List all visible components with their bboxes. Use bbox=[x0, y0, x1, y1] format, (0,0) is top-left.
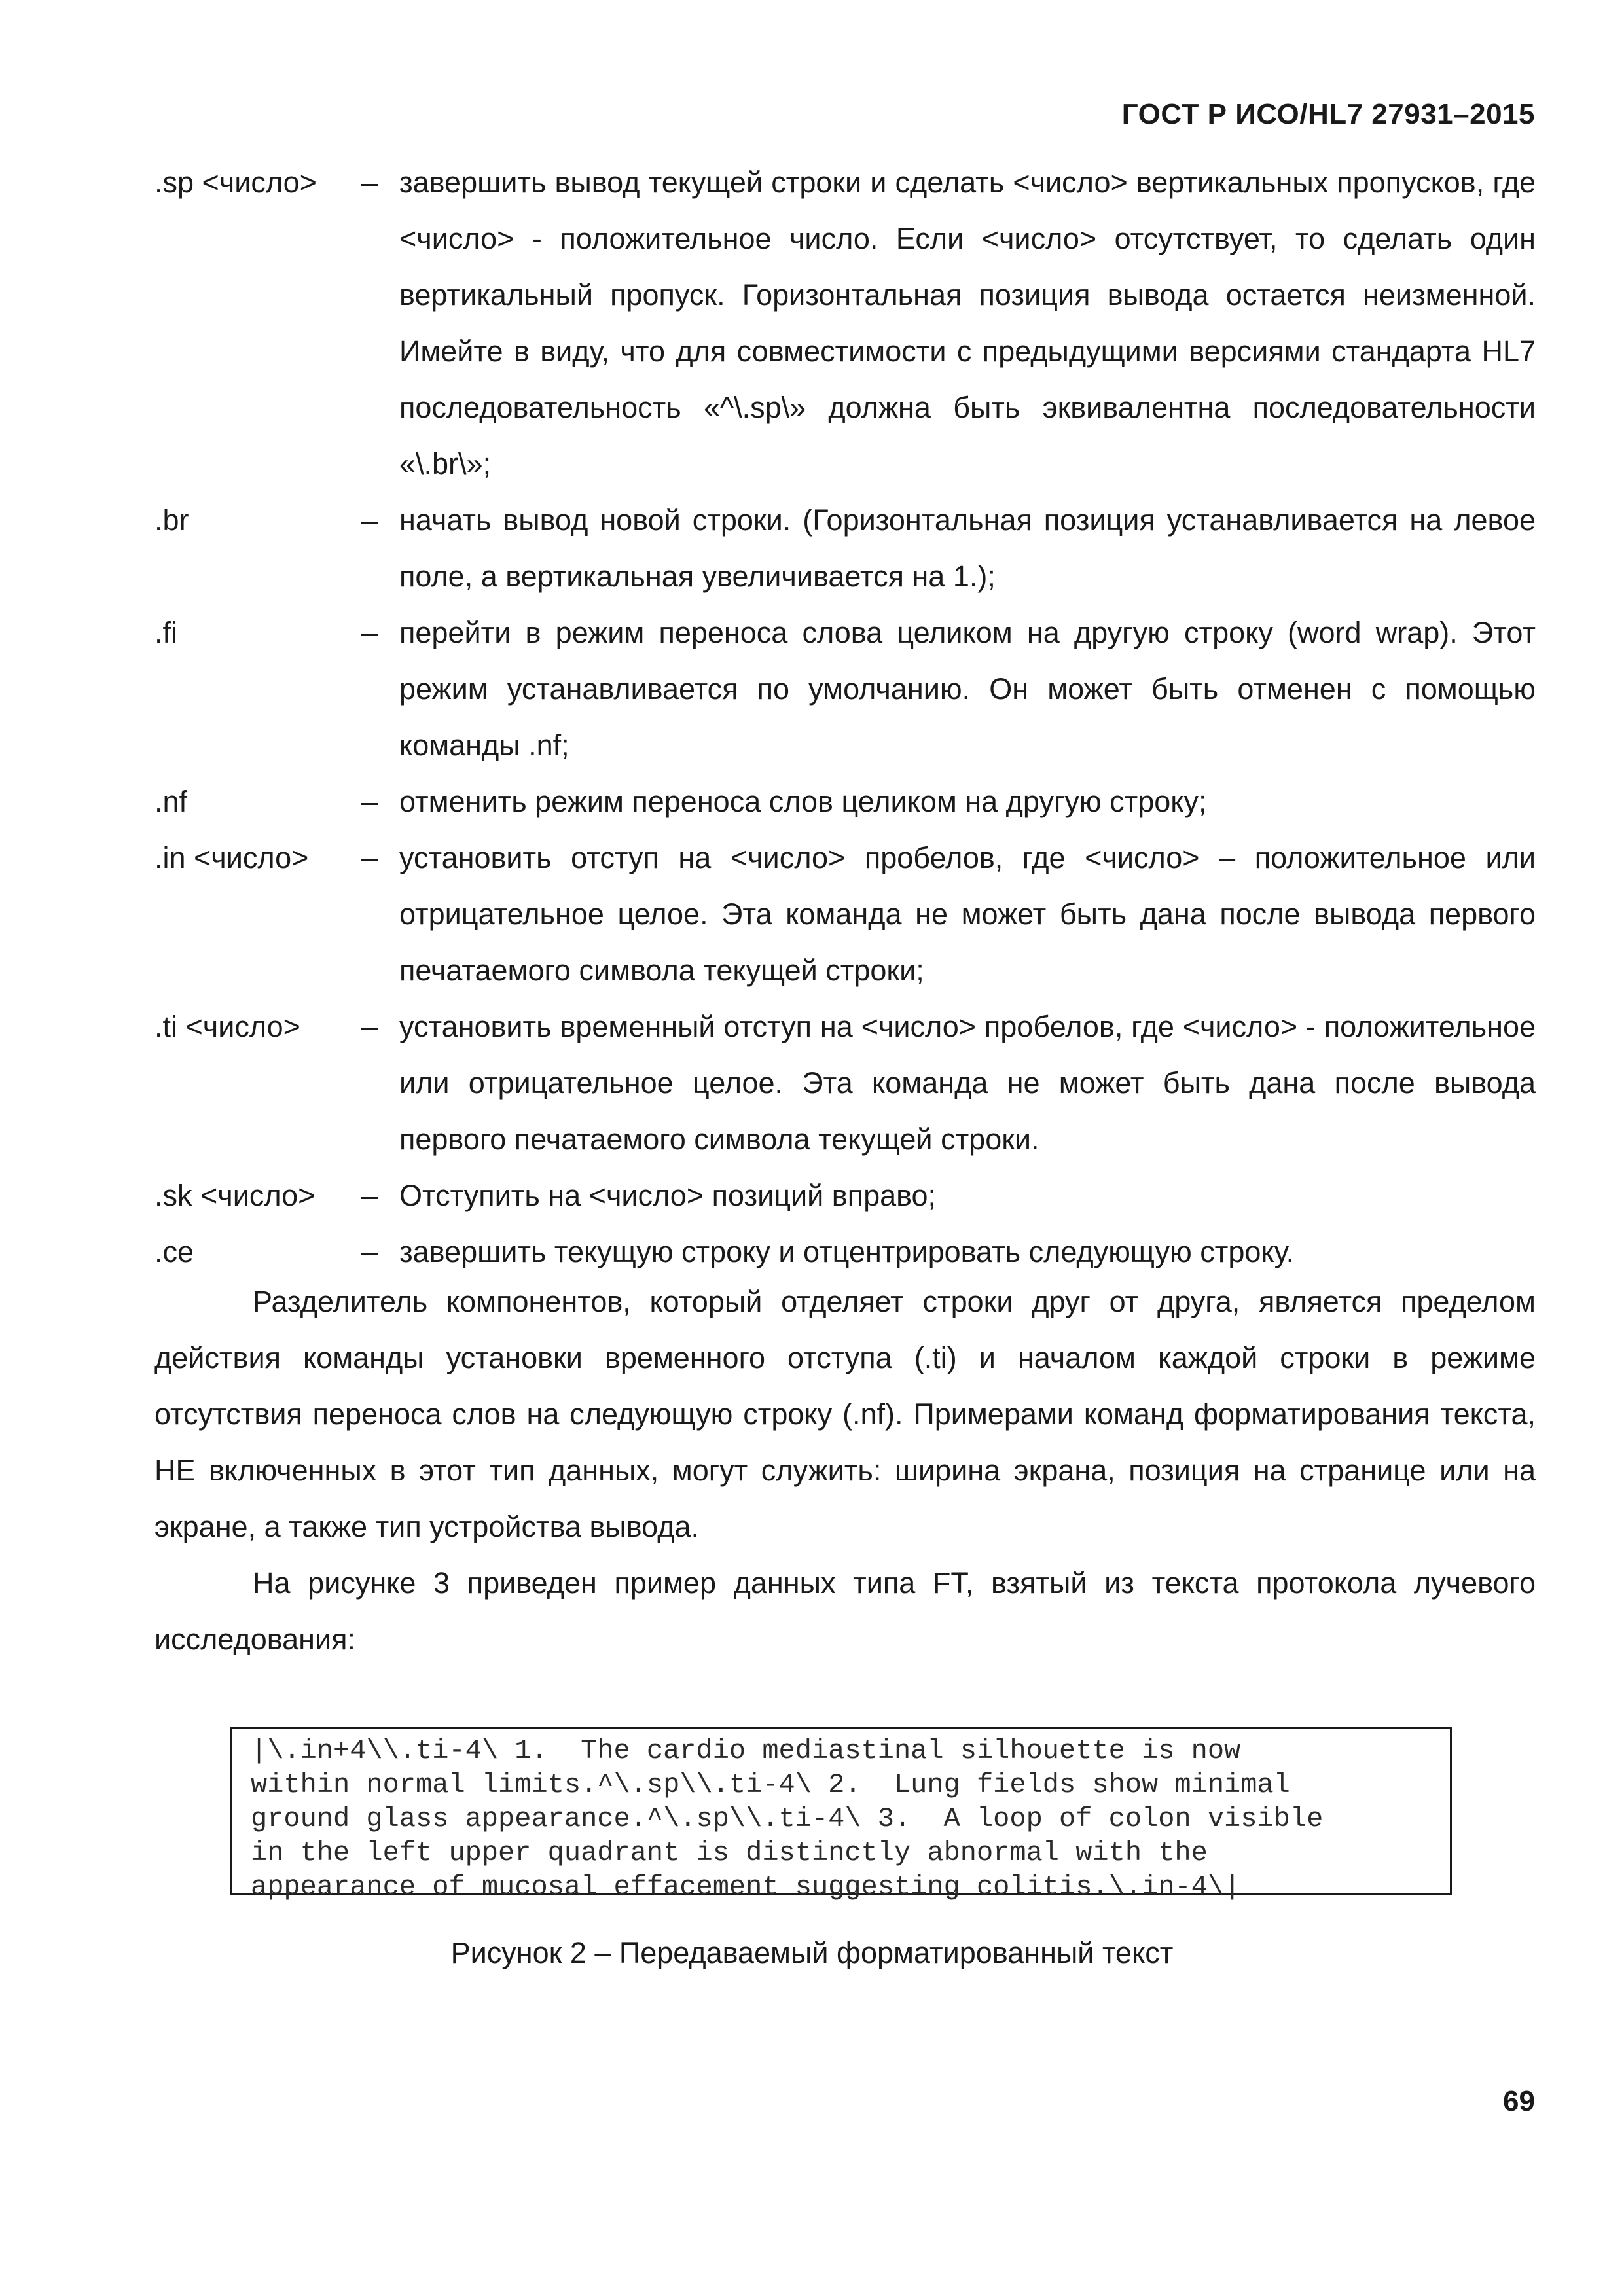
definition-ti bbox=[154, 999, 1536, 1168]
definition-text: начать вывод новой строки. (Горизонтальная позиция устанавливается на левое поле, а вертикальная увеличивается на 1.); bbox=[399, 503, 1536, 593]
figure-caption: Рисунок 2 – Передаваемый форматированный текст bbox=[450, 1936, 1174, 1969]
code-line: appearance of mucosal effacement suggesting colitis.\.in-4\| bbox=[251, 1871, 1241, 1903]
code-line: ground glass appearance.^\.sp\\.ti-4\ 3. A loop of colon visible bbox=[251, 1803, 1324, 1835]
definition-in bbox=[154, 830, 1536, 999]
definition-dash: – bbox=[361, 1179, 378, 1212]
definition-term: .fi bbox=[154, 616, 178, 649]
paragraph: На рисунке 3 приведен пример данных типа FT, взятый из текста протокола лучевого исследования: bbox=[154, 1566, 1536, 1656]
definition-term: .ce bbox=[154, 1235, 194, 1268]
definition-term: .br bbox=[154, 503, 189, 537]
code-example-box bbox=[230, 1727, 1452, 1903]
definition-dash: – bbox=[361, 841, 378, 874]
definition-text: завершить вывод текущей строки и сделать <число> вертикальных пропусков, где <число> - положительное число. Если <число> отсутствует, то сделать один вертикальный пропуск. Горизонтальная позиция вывода остается неизменной. Имейте в виду, что для совместимости с предыдущими версиями стандарта HL7 последовательность «^\.sp\» должна быть эквивалентна последовательности «\.br\»; bbox=[399, 166, 1536, 480]
definition-fi bbox=[154, 605, 1536, 774]
definition-br bbox=[154, 492, 1536, 605]
definition-term: .ti <число> bbox=[154, 1010, 300, 1043]
definition-ce bbox=[154, 1224, 1536, 1280]
definition-dash: – bbox=[361, 503, 378, 537]
definition-text: установить отступ на <число> пробелов, где <число> – положительное или отрицательное целое. Эта команда не может быть дана после вывода первого печатаемого символа текущей строки; bbox=[399, 841, 1536, 987]
code-line: in the left upper quadrant is distinctly abnormal with the bbox=[251, 1837, 1208, 1869]
body-text bbox=[154, 1274, 1536, 1668]
definition-term: .sp <число> bbox=[154, 166, 317, 199]
document-header: ГОСТ Р ИСО/HL7 27931–2015 bbox=[1121, 98, 1535, 130]
definition-text: отменить режим переноса слов целиком на другую строку; bbox=[399, 785, 1207, 818]
code-line: |\.in+4\\.ti-4\ 1. The cardio mediastinal silhouette is now bbox=[251, 1735, 1241, 1767]
definition-text: установить временный отступ на <число> пробелов, где <число> - положительное или отрицательное целое. Эта команда не может быть дана после вывода первого печатаемого символа текущей строки. bbox=[399, 1010, 1536, 1156]
definition-term: .in <число> bbox=[154, 841, 309, 874]
definition-text: Отступить на <число> позиций вправо; bbox=[399, 1179, 937, 1212]
definition-sk bbox=[154, 1168, 1536, 1224]
definition-term: .sk <число> bbox=[154, 1179, 316, 1212]
definition-dash: – bbox=[361, 1235, 378, 1268]
definition-dash: – bbox=[361, 616, 378, 649]
code-line: within normal limits.^\.sp\\.ti-4\ 2. Lung fields show minimal bbox=[251, 1769, 1290, 1801]
page-number: 69 bbox=[1503, 2085, 1535, 2117]
definition-dash: – bbox=[361, 166, 378, 199]
definition-dash: – bbox=[361, 785, 378, 818]
definition-sp bbox=[154, 154, 1536, 492]
definition-dash: – bbox=[361, 1010, 378, 1043]
paragraph: Разделитель компонентов, который отделяет строки друг от друга, является пределом действия команды установки временного отступа (.ti) и началом каждой строки в режиме отсутствия переноса слов на следующую строку (.nf). Примерами команд форматирования текста, НЕ включенных в этот тип данных, могут служить: ширина экрана, позиция на странице или на экране, а также тип устройства вывода. bbox=[154, 1285, 1536, 1543]
definition-text: перейти в режим переноса слова целиком на другую строку (word wrap). Этот режим устанавливается по умолчанию. Он может быть отменен с помощью команды .nf; bbox=[399, 616, 1536, 762]
definition-text: завершить текущую строку и отцентрировать следующую строку. bbox=[399, 1235, 1295, 1268]
definition-nf bbox=[154, 774, 1536, 830]
definition-term: .nf bbox=[154, 785, 188, 818]
definitions-list bbox=[154, 154, 1536, 1280]
